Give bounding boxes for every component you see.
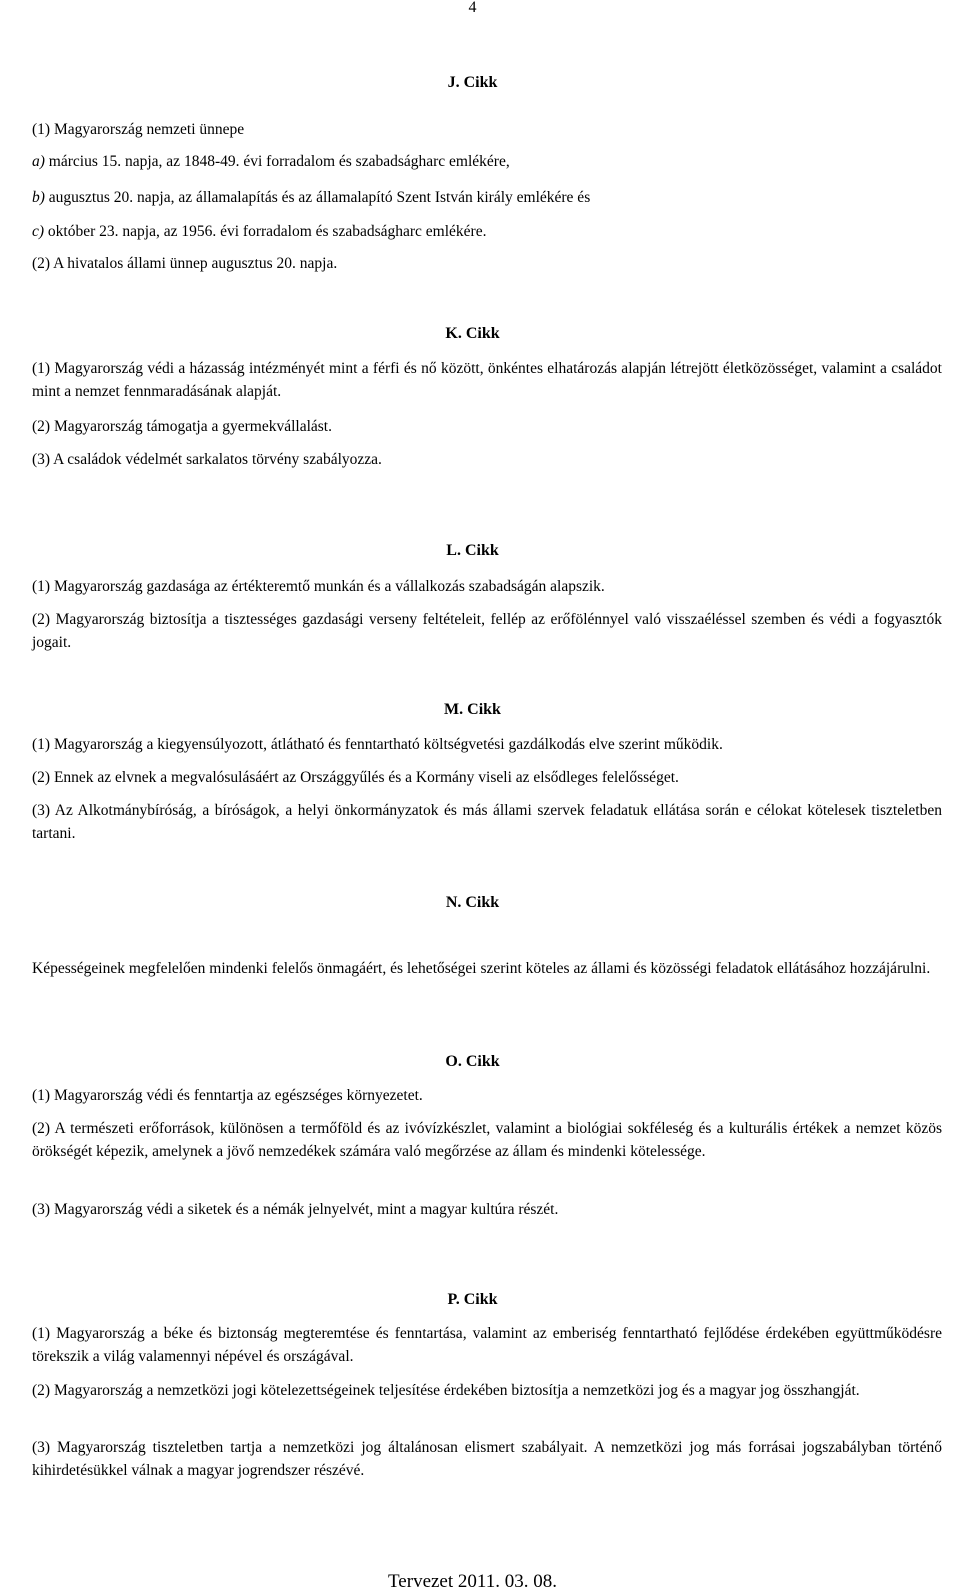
j-item-c-label: c)	[32, 223, 45, 240]
heading-o-cikk: O. Cikk	[445, 1053, 500, 1070]
heading-p-cikk: P. Cikk	[447, 1291, 498, 1308]
k-paragraph-1: (1) Magyarország védi a házasság intézményét mint a férfi és nő között, önkéntes elhatározás alapján létrejött életközösséget, valamint a családot mint a nemzet fennmaradásának alapját.	[32, 360, 942, 400]
page-number: 4	[468, 0, 477, 16]
j-paragraph-1-intro: (1) Magyarország nemzeti ünnepe	[32, 121, 245, 138]
j-item-c	[32, 222, 486, 242]
j-item-b	[32, 188, 590, 208]
j-item-a	[32, 152, 510, 172]
j-item-c-text: október 23. napja, az 1956. évi forradalom és szabadságharc emlékére.	[44, 223, 487, 240]
p-paragraph-1: (1) Magyarország a béke és biztonság megteremtése és fenntartása, valamint az emberiség fenntartható fejlődése érdekében együttműködésre törekszik a világ valamennyi népével és országával.	[32, 1325, 942, 1365]
j-paragraph-2: (2) A hivatalos állami ünnep augusztus 20. napja.	[32, 255, 338, 272]
m-paragraph-3: (3) Az Alkotmánybíróság, a bíróságok, a helyi önkormányzatok és más állami szervek feladatuk ellátása során e célokat kötelesek tiszteletben tartani.	[32, 802, 942, 842]
heading-n-cikk: N. Cikk	[445, 894, 500, 911]
l-paragraph-1: (1) Magyarország gazdasága az értékteremtő munkán és a vállalkozás szabadságán alapszik.	[32, 578, 605, 595]
footer-draft-date: Tervezet 2011. 03. 08.	[388, 1571, 557, 1592]
o-paragraph-2: (2) A természeti erőforrások, különösen a termőföld és az ivóvízkészlet, valamint a biológiai sokféleség és a kulturális értékek a nemzet közös örökségét képezik, amelynek a jövő nemzedékek számára való megőrzése az állam és mindenki kötelessége.	[32, 1120, 942, 1160]
j-item-a-text: március 15. napja, az 1848-49. évi forradalom és szabadságharc emlékére,	[44, 153, 510, 170]
j-item-b-label: b)	[32, 189, 45, 206]
heading-j-cikk: J. Cikk	[447, 74, 498, 91]
m-paragraph-1: (1) Magyarország a kiegyensúlyozott, átlátható és fenntartható költségvetési gazdálkodás elve szerint működik.	[32, 736, 723, 753]
l-paragraph-2: (2) Magyarország biztosítja a tisztességes gazdasági verseny feltételeit, fellép az erőfölénnyel való visszaéléssel szemben és védi a fogyasztók jogait.	[32, 611, 942, 651]
heading-m-cikk: M. Cikk	[444, 701, 501, 718]
m-paragraph-2: (2) Ennek az elvnek a megvalósulásáért az Országgyűlés és a Kormány viseli az elsődleges felelősséget.	[32, 769, 679, 786]
k-paragraph-3: (3) A családok védelmét sarkalatos törvény szabályozza.	[32, 451, 382, 468]
heading-l-cikk: L. Cikk	[446, 542, 499, 559]
j-item-b-text: augusztus 20. napja, az államalapítás és az államalapító Szent István király emlékére és	[44, 189, 591, 206]
p-paragraph-3: (3) Magyarország tiszteletben tartja a nemzetközi jog általánosan elismert szabályait. A nemzetközi jog más forrásai jogszabályban történő kihirdetésükkel válnak a magyar jogrendszer részévé.	[32, 1439, 942, 1479]
o-paragraph-3: (3) Magyarország védi a siketek és a némák jelnyelvét, mint a magyar kultúra részét.	[32, 1201, 559, 1218]
k-paragraph-2: (2) Magyarország támogatja a gyermekvállalást.	[32, 418, 332, 435]
p-paragraph-2: (2) Magyarország a nemzetközi jogi kötelezettségeinek teljesítése érdekében biztosítja a nemzetközi jog és a magyar jog összhangját.	[32, 1382, 860, 1399]
n-paragraph-1: Képességeinek megfelelően mindenki felelős önmagáért, és lehetőségei szerint köteles az állami és közösségi feladatok ellátásához hozzájárulni.	[32, 960, 931, 977]
heading-k-cikk: K. Cikk	[445, 325, 500, 342]
j-item-a-label: a)	[32, 153, 45, 170]
o-paragraph-1: (1) Magyarország védi és fenntartja az egészséges környezetet.	[32, 1087, 423, 1104]
